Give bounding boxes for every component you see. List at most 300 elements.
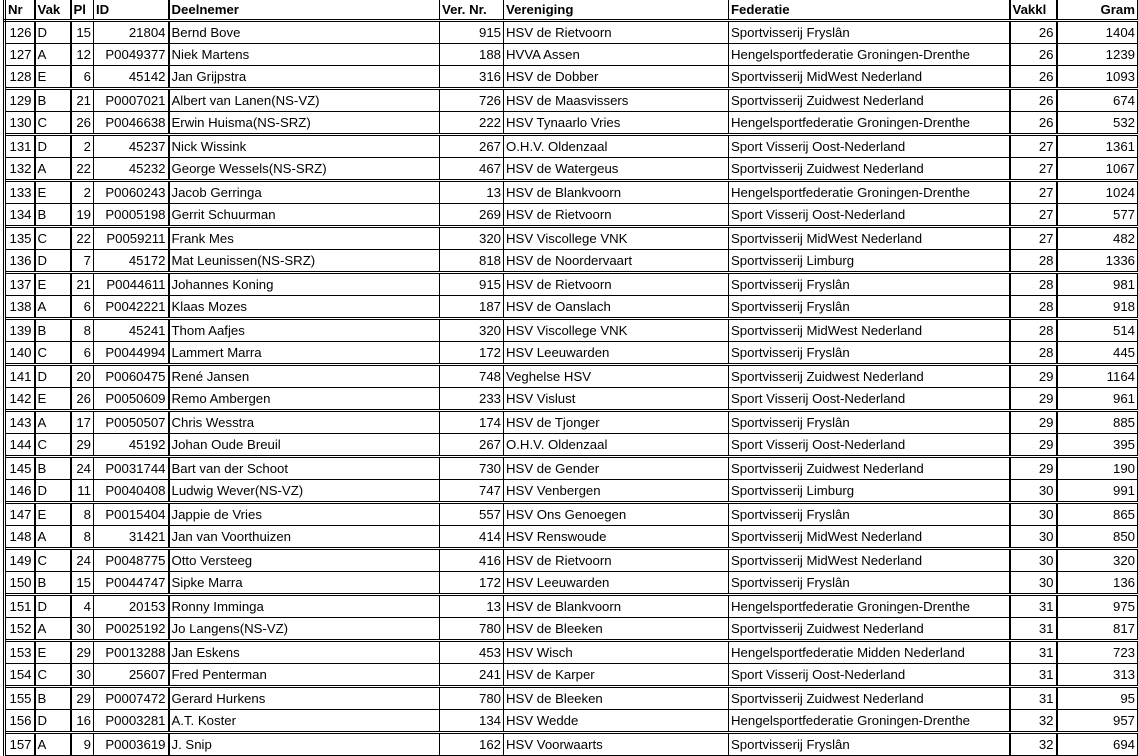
cell-vereniging: HSV Wisch: [504, 641, 729, 664]
cell-vereniging: HSV de Rietvoorn: [504, 204, 729, 227]
cell-federatie: Sportvisserij Fryslân: [729, 733, 1010, 756]
cell-deelnemer: Chris Wesstra: [169, 411, 440, 434]
cell-federatie: Hengelsportfederatie Groningen-Drenthe: [729, 710, 1010, 733]
cell-id: P0015404: [94, 503, 169, 526]
cell-federatie: Sportvisserij Fryslân: [729, 21, 1010, 44]
cell-id: P0005198: [94, 204, 169, 227]
table-row: [5, 342, 1138, 365]
table-row: [5, 549, 1138, 572]
cell-id: P0007021: [94, 89, 169, 112]
cell-nr: 127: [5, 44, 35, 66]
cell-ver-nr: 172: [440, 342, 504, 365]
cell-id: P0046638: [94, 112, 169, 135]
cell-gram: 991: [1057, 480, 1138, 503]
cell-vereniging: HSV de Blankvoorn: [504, 595, 729, 618]
cell-ver-nr: 162: [440, 733, 504, 756]
cell-id: 20153: [94, 595, 169, 618]
cell-nr: 150: [5, 572, 35, 595]
cell-deelnemer: Fred Penterman: [169, 664, 440, 687]
table-row: [5, 158, 1138, 181]
cell-gram: 577: [1057, 204, 1138, 227]
cell-gram: 975: [1057, 595, 1138, 618]
cell-ver-nr: 13: [440, 181, 504, 204]
cell-gram: 482: [1057, 227, 1138, 250]
cell-vereniging: O.H.V. Oldenzaal: [504, 135, 729, 158]
cell-nr: 145: [5, 457, 35, 480]
cell-federatie: Sportvisserij Fryslân: [729, 273, 1010, 296]
cell-ver-nr: 557: [440, 503, 504, 526]
table-row: [5, 710, 1138, 733]
cell-federatie: Sportvisserij MidWest Nederland: [729, 66, 1010, 89]
cell-id: P0044747: [94, 572, 169, 595]
cell-federatie: Sportvisserij Zuidwest Nederland: [729, 158, 1010, 181]
cell-id: 21804: [94, 21, 169, 44]
cell-gram: 190: [1057, 457, 1138, 480]
cell-ver-nr: 316: [440, 66, 504, 89]
cell-nr: 139: [5, 319, 35, 342]
cell-pl: 21: [71, 89, 94, 112]
cell-vereniging: HSV Leeuwarden: [504, 342, 729, 365]
cell-nr: 152: [5, 618, 35, 641]
cell-nr: 128: [5, 66, 35, 89]
cell-vak: B: [35, 572, 71, 595]
cell-ver-nr: 467: [440, 158, 504, 181]
cell-deelnemer: Bart van der Schoot: [169, 457, 440, 480]
cell-id: P0025192: [94, 618, 169, 641]
cell-id: 45192: [94, 434, 169, 457]
header-federatie: Federatie: [729, 0, 1010, 21]
table-row: [5, 733, 1138, 756]
cell-gram: 981: [1057, 273, 1138, 296]
cell-vak: A: [35, 733, 71, 756]
cell-federatie: Sportvisserij MidWest Nederland: [729, 227, 1010, 250]
cell-deelnemer: J. Snip: [169, 733, 440, 756]
table-row: [5, 526, 1138, 549]
cell-federatie: Sportvisserij Fryslân: [729, 572, 1010, 595]
header-vak: Vak: [35, 0, 71, 21]
cell-vakkl: 31: [1010, 595, 1057, 618]
cell-pl: 19: [71, 204, 94, 227]
table-row: [5, 503, 1138, 526]
cell-federatie: Hengelsportfederatie Groningen-Drenthe: [729, 112, 1010, 135]
cell-vereniging: HSV de Noordervaart: [504, 250, 729, 273]
cell-vereniging: HSV Ons Genoegen: [504, 503, 729, 526]
cell-federatie: Sportvisserij Fryslân: [729, 411, 1010, 434]
cell-ver-nr: 269: [440, 204, 504, 227]
cell-id: P0040408: [94, 480, 169, 503]
header-row: [5, 0, 1138, 21]
table-row: [5, 250, 1138, 273]
cell-nr: 134: [5, 204, 35, 227]
cell-vak: A: [35, 411, 71, 434]
cell-vak: A: [35, 526, 71, 549]
header-pl: Pl: [71, 0, 94, 21]
cell-vakkl: 28: [1010, 319, 1057, 342]
cell-vakkl: 28: [1010, 250, 1057, 273]
cell-federatie: Hengelsportfederatie Midden Nederland: [729, 641, 1010, 664]
cell-ver-nr: 780: [440, 687, 504, 710]
cell-deelnemer: Johannes Koning: [169, 273, 440, 296]
cell-gram: 445: [1057, 342, 1138, 365]
cell-vereniging: HSV de Bleeken: [504, 687, 729, 710]
cell-deelnemer: Erwin Huisma(NS-SRZ): [169, 112, 440, 135]
header-deelnemer: Deelnemer: [169, 0, 440, 21]
cell-vereniging: HSV de Rietvoorn: [504, 549, 729, 572]
cell-ver-nr: 188: [440, 44, 504, 66]
cell-vakkl: 30: [1010, 572, 1057, 595]
cell-id: P0049377: [94, 44, 169, 66]
cell-gram: 865: [1057, 503, 1138, 526]
cell-vak: A: [35, 158, 71, 181]
cell-nr: 141: [5, 365, 35, 388]
cell-ver-nr: 267: [440, 135, 504, 158]
cell-vereniging: HVVA Assen: [504, 44, 729, 66]
cell-vak: A: [35, 44, 71, 66]
cell-nr: 153: [5, 641, 35, 664]
cell-vereniging: HSV Leeuwarden: [504, 572, 729, 595]
cell-vereniging: HSV de Maasvissers: [504, 89, 729, 112]
cell-gram: 694: [1057, 733, 1138, 756]
cell-gram: 885: [1057, 411, 1138, 434]
cell-nr: 136: [5, 250, 35, 273]
cell-deelnemer: Remo Ambergen: [169, 388, 440, 411]
cell-federatie: Sportvisserij Limburg: [729, 250, 1010, 273]
cell-vak: A: [35, 618, 71, 641]
cell-id: P0060475: [94, 365, 169, 388]
cell-vereniging: HSV Venbergen: [504, 480, 729, 503]
table-row: [5, 411, 1138, 434]
cell-vakkl: 28: [1010, 273, 1057, 296]
cell-vak: C: [35, 664, 71, 687]
cell-nr: 155: [5, 687, 35, 710]
cell-vak: C: [35, 549, 71, 572]
cell-nr: 126: [5, 21, 35, 44]
cell-nr: 140: [5, 342, 35, 365]
cell-ver-nr: 174: [440, 411, 504, 434]
cell-vakkl: 26: [1010, 21, 1057, 44]
cell-id: 45232: [94, 158, 169, 181]
cell-nr: 151: [5, 595, 35, 618]
cell-vakkl: 31: [1010, 687, 1057, 710]
cell-vakkl: 32: [1010, 710, 1057, 733]
cell-vak: C: [35, 342, 71, 365]
cell-vak: D: [35, 21, 71, 44]
cell-pl: 15: [71, 21, 94, 44]
cell-pl: 26: [71, 112, 94, 135]
table-row: [5, 135, 1138, 158]
cell-ver-nr: 818: [440, 250, 504, 273]
cell-ver-nr: 320: [440, 319, 504, 342]
cell-pl: 12: [71, 44, 94, 66]
cell-gram: 320: [1057, 549, 1138, 572]
cell-vereniging: HSV Viscollege VNK: [504, 227, 729, 250]
cell-pl: 6: [71, 66, 94, 89]
cell-gram: 136: [1057, 572, 1138, 595]
cell-vereniging: HSV Tynaarlo Vries: [504, 112, 729, 135]
cell-vak: D: [35, 135, 71, 158]
cell-nr: 137: [5, 273, 35, 296]
cell-vak: B: [35, 457, 71, 480]
cell-deelnemer: Niek Martens: [169, 44, 440, 66]
table-row: [5, 181, 1138, 204]
cell-ver-nr: 241: [440, 664, 504, 687]
cell-gram: 1239: [1057, 44, 1138, 66]
cell-nr: 148: [5, 526, 35, 549]
cell-federatie: Sport Visserij Oost-Nederland: [729, 135, 1010, 158]
cell-deelnemer: Frank Mes: [169, 227, 440, 250]
cell-pl: 7: [71, 250, 94, 273]
header-vakkl: Vakkl: [1010, 0, 1057, 21]
table-row: [5, 687, 1138, 710]
cell-nr: 154: [5, 664, 35, 687]
cell-id: P0050609: [94, 388, 169, 411]
table-row: [5, 66, 1138, 89]
cell-vakkl: 29: [1010, 388, 1057, 411]
table-row: [5, 204, 1138, 227]
cell-vak: B: [35, 204, 71, 227]
cell-gram: 674: [1057, 89, 1138, 112]
cell-federatie: Sportvisserij Zuidwest Nederland: [729, 687, 1010, 710]
cell-ver-nr: 747: [440, 480, 504, 503]
cell-nr: 143: [5, 411, 35, 434]
table-row: [5, 457, 1138, 480]
cell-ver-nr: 780: [440, 618, 504, 641]
cell-federatie: Sport Visserij Oost-Nederland: [729, 204, 1010, 227]
cell-vereniging: HSV de Dobber: [504, 66, 729, 89]
cell-vereniging: HSV Voorwaarts: [504, 733, 729, 756]
cell-pl: 16: [71, 710, 94, 733]
cell-vakkl: 31: [1010, 664, 1057, 687]
cell-id: P0003281: [94, 710, 169, 733]
cell-vak: E: [35, 388, 71, 411]
cell-vakkl: 28: [1010, 296, 1057, 319]
cell-pl: 15: [71, 572, 94, 595]
cell-gram: 1093: [1057, 66, 1138, 89]
cell-gram: 532: [1057, 112, 1138, 135]
cell-nr: 157: [5, 733, 35, 756]
cell-vakkl: 31: [1010, 641, 1057, 664]
cell-vak: D: [35, 595, 71, 618]
table-row: [5, 44, 1138, 66]
cell-federatie: Hengelsportfederatie Groningen-Drenthe: [729, 595, 1010, 618]
cell-ver-nr: 233: [440, 388, 504, 411]
cell-vakkl: 27: [1010, 158, 1057, 181]
cell-vak: E: [35, 66, 71, 89]
cell-id: P0044994: [94, 342, 169, 365]
cell-id: P0031744: [94, 457, 169, 480]
table-row: [5, 21, 1138, 44]
cell-federatie: Sportvisserij Fryslân: [729, 296, 1010, 319]
cell-nr: 142: [5, 388, 35, 411]
cell-federatie: Sport Visserij Oost-Nederland: [729, 434, 1010, 457]
table-row: [5, 572, 1138, 595]
cell-ver-nr: 134: [440, 710, 504, 733]
cell-federatie: Sportvisserij Zuidwest Nederland: [729, 457, 1010, 480]
cell-federatie: Sportvisserij MidWest Nederland: [729, 526, 1010, 549]
cell-vak: B: [35, 89, 71, 112]
cell-vak: D: [35, 710, 71, 733]
cell-vereniging: HSV de Karper: [504, 664, 729, 687]
cell-gram: 817: [1057, 618, 1138, 641]
cell-nr: 149: [5, 549, 35, 572]
cell-vakkl: 26: [1010, 44, 1057, 66]
cell-vak: D: [35, 480, 71, 503]
header-vereniging: Vereniging: [504, 0, 729, 21]
cell-pl: 20: [71, 365, 94, 388]
table-row: [5, 641, 1138, 664]
header-nr: Nr: [5, 0, 35, 21]
cell-deelnemer: Albert van Lanen(NS-VZ): [169, 89, 440, 112]
cell-pl: 22: [71, 158, 94, 181]
cell-vereniging: HSV de Oanslach: [504, 296, 729, 319]
cell-vak: A: [35, 296, 71, 319]
cell-federatie: Sportvisserij Limburg: [729, 480, 1010, 503]
cell-federatie: Sportvisserij Zuidwest Nederland: [729, 618, 1010, 641]
cell-ver-nr: 267: [440, 434, 504, 457]
cell-deelnemer: Lammert Marra: [169, 342, 440, 365]
table-row: [5, 618, 1138, 641]
cell-id: P0048775: [94, 549, 169, 572]
cell-deelnemer: Johan Oude Breuil: [169, 434, 440, 457]
cell-id: 25607: [94, 664, 169, 687]
cell-vakkl: 26: [1010, 66, 1057, 89]
cell-pl: 8: [71, 503, 94, 526]
cell-nr: 131: [5, 135, 35, 158]
table-row: [5, 319, 1138, 342]
cell-vakkl: 32: [1010, 733, 1057, 756]
cell-nr: 144: [5, 434, 35, 457]
cell-id: 45172: [94, 250, 169, 273]
cell-deelnemer: Nick Wissink: [169, 135, 440, 158]
cell-id: 45142: [94, 66, 169, 89]
cell-gram: 1336: [1057, 250, 1138, 273]
cell-pl: 11: [71, 480, 94, 503]
cell-vereniging: HSV de Bleeken: [504, 618, 729, 641]
cell-vak: C: [35, 227, 71, 250]
cell-federatie: Hengelsportfederatie Groningen-Drenthe: [729, 181, 1010, 204]
cell-vakkl: 27: [1010, 227, 1057, 250]
cell-vakkl: 30: [1010, 480, 1057, 503]
cell-gram: 95: [1057, 687, 1138, 710]
cell-federatie: Sportvisserij MidWest Nederland: [729, 319, 1010, 342]
cell-vakkl: 27: [1010, 135, 1057, 158]
cell-nr: 147: [5, 503, 35, 526]
cell-gram: 1404: [1057, 21, 1138, 44]
cell-gram: 1361: [1057, 135, 1138, 158]
cell-gram: 723: [1057, 641, 1138, 664]
cell-vak: E: [35, 641, 71, 664]
cell-pl: 2: [71, 135, 94, 158]
cell-vereniging: O.H.V. Oldenzaal: [504, 434, 729, 457]
cell-pl: 21: [71, 273, 94, 296]
cell-vakkl: 29: [1010, 457, 1057, 480]
cell-ver-nr: 416: [440, 549, 504, 572]
cell-gram: 850: [1057, 526, 1138, 549]
cell-nr: 130: [5, 112, 35, 135]
table-row: [5, 434, 1138, 457]
cell-ver-nr: 726: [440, 89, 504, 112]
cell-ver-nr: 172: [440, 572, 504, 595]
cell-deelnemer: Sipke Marra: [169, 572, 440, 595]
cell-deelnemer: Jacob Gerringa: [169, 181, 440, 204]
cell-vereniging: HSV Viscollege VNK: [504, 319, 729, 342]
cell-id: P0050507: [94, 411, 169, 434]
cell-federatie: Sportvisserij Zuidwest Nederland: [729, 365, 1010, 388]
cell-federatie: Sportvisserij MidWest Nederland: [729, 549, 1010, 572]
cell-vak: C: [35, 434, 71, 457]
header-ver-nr: Ver. Nr.: [440, 0, 504, 21]
cell-vakkl: 30: [1010, 503, 1057, 526]
cell-pl: 24: [71, 549, 94, 572]
cell-pl: 29: [71, 434, 94, 457]
cell-vakkl: 30: [1010, 549, 1057, 572]
cell-pl: 4: [71, 595, 94, 618]
cell-ver-nr: 222: [440, 112, 504, 135]
cell-federatie: Sport Visserij Oost-Nederland: [729, 664, 1010, 687]
cell-ver-nr: 414: [440, 526, 504, 549]
cell-vakkl: 26: [1010, 89, 1057, 112]
cell-id: P0044611: [94, 273, 169, 296]
cell-gram: 1164: [1057, 365, 1138, 388]
cell-nr: 133: [5, 181, 35, 204]
cell-pl: 26: [71, 388, 94, 411]
cell-pl: 8: [71, 319, 94, 342]
cell-federatie: Hengelsportfederatie Groningen-Drenthe: [729, 44, 1010, 66]
cell-vereniging: Veghelse HSV: [504, 365, 729, 388]
cell-vereniging: HSV de Gender: [504, 457, 729, 480]
cell-id: 45237: [94, 135, 169, 158]
cell-vak: B: [35, 687, 71, 710]
cell-pl: 22: [71, 227, 94, 250]
cell-ver-nr: 915: [440, 273, 504, 296]
cell-pl: 17: [71, 411, 94, 434]
cell-id: P0007472: [94, 687, 169, 710]
cell-federatie: Sportvisserij Zuidwest Nederland: [729, 89, 1010, 112]
cell-vakkl: 29: [1010, 434, 1057, 457]
cell-vak: B: [35, 319, 71, 342]
cell-ver-nr: 13: [440, 595, 504, 618]
cell-vakkl: 31: [1010, 618, 1057, 641]
cell-gram: 514: [1057, 319, 1138, 342]
table-row: [5, 273, 1138, 296]
cell-pl: 29: [71, 641, 94, 664]
cell-pl: 30: [71, 664, 94, 687]
cell-gram: 1024: [1057, 181, 1138, 204]
cell-vereniging: HSV de Blankvoorn: [504, 181, 729, 204]
cell-ver-nr: 748: [440, 365, 504, 388]
cell-gram: 395: [1057, 434, 1138, 457]
table-row: [5, 388, 1138, 411]
cell-id: 45241: [94, 319, 169, 342]
cell-deelnemer: Otto Versteeg: [169, 549, 440, 572]
cell-vereniging: HSV de Tjonger: [504, 411, 729, 434]
cell-vakkl: 30: [1010, 526, 1057, 549]
cell-vakkl: 27: [1010, 181, 1057, 204]
cell-deelnemer: Jappie de Vries: [169, 503, 440, 526]
cell-vak: D: [35, 250, 71, 273]
cell-nr: 146: [5, 480, 35, 503]
cell-ver-nr: 187: [440, 296, 504, 319]
cell-deelnemer: George Wessels(NS-SRZ): [169, 158, 440, 181]
cell-vakkl: 29: [1010, 411, 1057, 434]
cell-federatie: Sportvisserij Fryslân: [729, 342, 1010, 365]
cell-vak: D: [35, 365, 71, 388]
cell-gram: 918: [1057, 296, 1138, 319]
cell-pl: 2: [71, 181, 94, 204]
table-row: [5, 227, 1138, 250]
cell-ver-nr: 730: [440, 457, 504, 480]
cell-pl: 30: [71, 618, 94, 641]
